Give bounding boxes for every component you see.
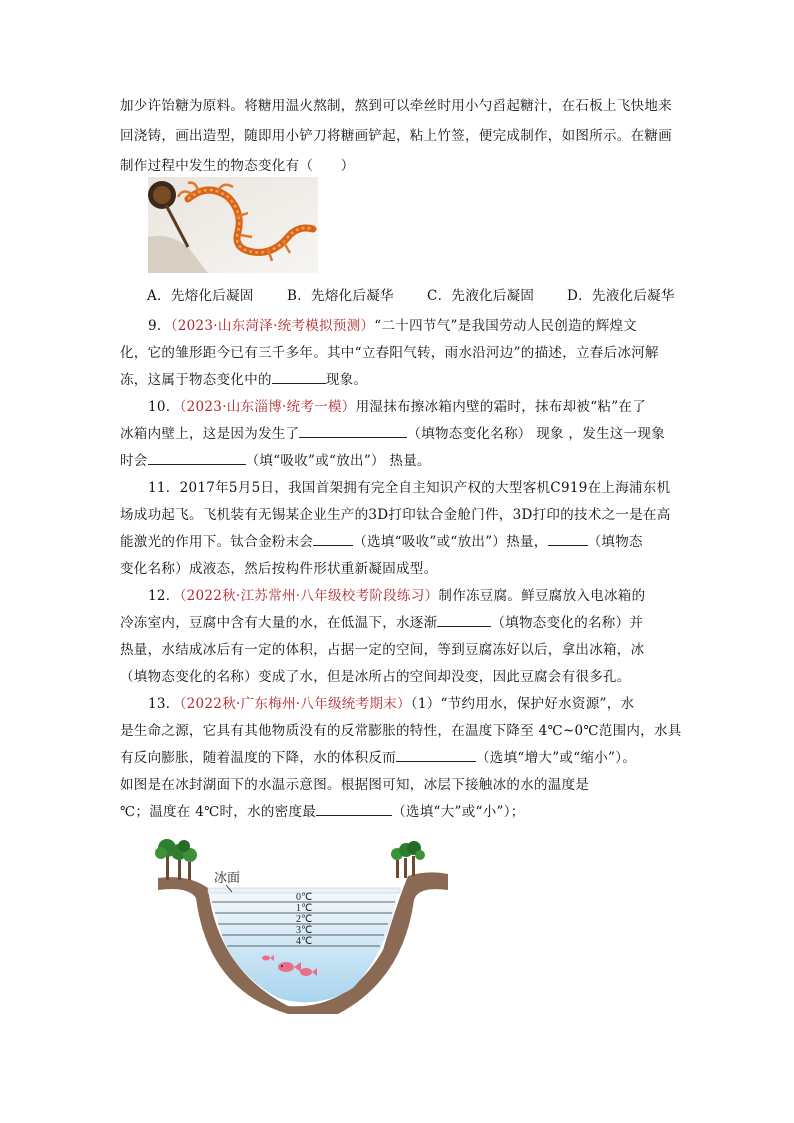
q9-line-2: 化，它的雏形距今已有三千多年。其中“立春阳气转，雨水沿河边”的描述，立春后冰河解: [120, 345, 659, 361]
answer-blank[interactable]: [313, 531, 353, 546]
q12-line-3: 热量，水结成冰后有一定的体积，占据一定的空间，等到豆腐冻好以后，拿出冰箱，冰: [120, 642, 645, 658]
temp-label-4: 4℃: [296, 936, 313, 947]
q11-line-2: 场成功起飞。飞机装有无锡某企业生产的3D打印钛合金舱门件，3D打印的技术之一是在高: [120, 507, 671, 523]
temp-label-2: 2℃: [296, 914, 313, 925]
frozen-lake-diagram: [148, 830, 448, 1015]
q8-options-row: [120, 284, 680, 308]
q10-line-2: 冰箱内壁上，这是因为发生了 （填物态变化名称） 现象 ，发生这一现象: [120, 422, 680, 446]
q10-line-3: 时会 （填“吸收”或“放出”） 热量。: [120, 449, 680, 473]
option-a[interactable]: A．先熔化后凝固: [147, 288, 254, 304]
q11-line-3: 能激光的作用下。钛合金粉末会 （选填“吸收”或“放出”）热量， （填物态: [120, 530, 680, 554]
answer-blank[interactable]: [396, 747, 476, 762]
candy-dragon-photo: [148, 177, 318, 273]
q13-line-5: ℃；温度在 4℃时，水的密度最 （选填“大”或“小”）；: [120, 800, 680, 824]
q13-line-3: 有反向膨胀，随着温度的下降，水的体积反而 （选填“增大”或“缩小”）。: [120, 746, 680, 770]
ice-surface-label: 冰面: [214, 870, 241, 885]
q13-line-2: 是生命之源，它具有其他物质没有的反常膨胀的特性，在温度下降至 4℃~0℃范围内，水具: [120, 723, 682, 739]
answer-blank[interactable]: [316, 801, 392, 816]
question-source: （2022秋·广东梅州·八年级统考期末）: [179, 696, 411, 712]
q10-line-1: 10．（2023·山东淄博·统考一模）用湿抹布擦冰箱内壁的霜时，抹布却被“粘”在了: [148, 399, 646, 415]
answer-blank[interactable]: [148, 450, 246, 465]
q12-line-4: （填物态变化的名称）变成了水，但是冰所占的空间却没变，因此豆腐会有很多孔。: [120, 669, 631, 685]
q13-line-4: 如图是在冰封湖面下的水温示意图。根据图可知，冰层下接触冰的水的温度是: [120, 777, 590, 793]
question-number: 13．: [148, 696, 180, 712]
q9-line-3: 冻，这属于物态变化中的 现象。: [120, 368, 680, 392]
option-c[interactable]: C．先液化后凝固: [427, 288, 535, 304]
question-number: 12．: [148, 588, 180, 604]
option-d[interactable]: D．先液化后凝华: [567, 288, 675, 304]
q12-line-2: 冷冻室内，豆腐中含有大量的水，在低温下，水逐渐 （填物态变化的名称）并: [120, 611, 680, 635]
option-b[interactable]: B．先熔化后凝华: [287, 288, 394, 304]
question-source: （2022秋·江苏常州·八年级校考阶段练习）: [179, 588, 439, 604]
q8-text-line-2: 回浇铸，画出造型，随即用小铲刀将糖画铲起，粘上竹签，便完成制作，如图所示。在糖画: [120, 128, 672, 144]
temp-label-0: 0℃: [296, 892, 313, 903]
q8-text-line-1: 加少许饴糖为原料。将糖用温火熬制，熬到可以牵丝时用小勺舀起糖汁，在石板上飞快地来: [120, 98, 672, 114]
q9-line-1: 9．（2023·山东菏泽·统考模拟预测）“二十四节气”是我国劳动人民创造的辉煌文: [148, 318, 638, 334]
temp-label-3: 3℃: [296, 925, 313, 936]
question-number: 9．: [148, 318, 171, 334]
tree-icon: [155, 839, 197, 880]
question-number: 10．: [148, 399, 180, 415]
tree-icon: [391, 841, 425, 878]
question-source: （2023·山东淄博·统考一模）: [179, 399, 356, 415]
q12-line-1: 12．（2022秋·江苏常州·八年级校考阶段练习）制作冻豆腐。鲜豆腐放入电冰箱的: [148, 588, 646, 604]
answer-blank[interactable]: [548, 531, 588, 546]
question-source: （2023·山东菏泽·统考模拟预测）: [170, 318, 375, 334]
temp-label-1: 1℃: [296, 903, 313, 914]
q11-line-4: 变化名称）成液态，然后按构件形状重新凝固成型。: [120, 561, 438, 577]
q8-question-line: 制作过程中发生的物态变化有（ ）: [120, 158, 355, 174]
answer-blank[interactable]: [437, 612, 491, 627]
q13-line-1: 13．（2022秋·广东梅州·八年级统考期末）（1）“节约用水，保护好水资源”，水: [148, 696, 635, 712]
q11-line-1: 11．2017年5月5日，我国首架拥有完全自主知识产权的大型客机C919在上海浦东机: [148, 480, 671, 496]
answer-blank[interactable]: [299, 423, 407, 438]
answer-blank[interactable]: [272, 369, 326, 384]
